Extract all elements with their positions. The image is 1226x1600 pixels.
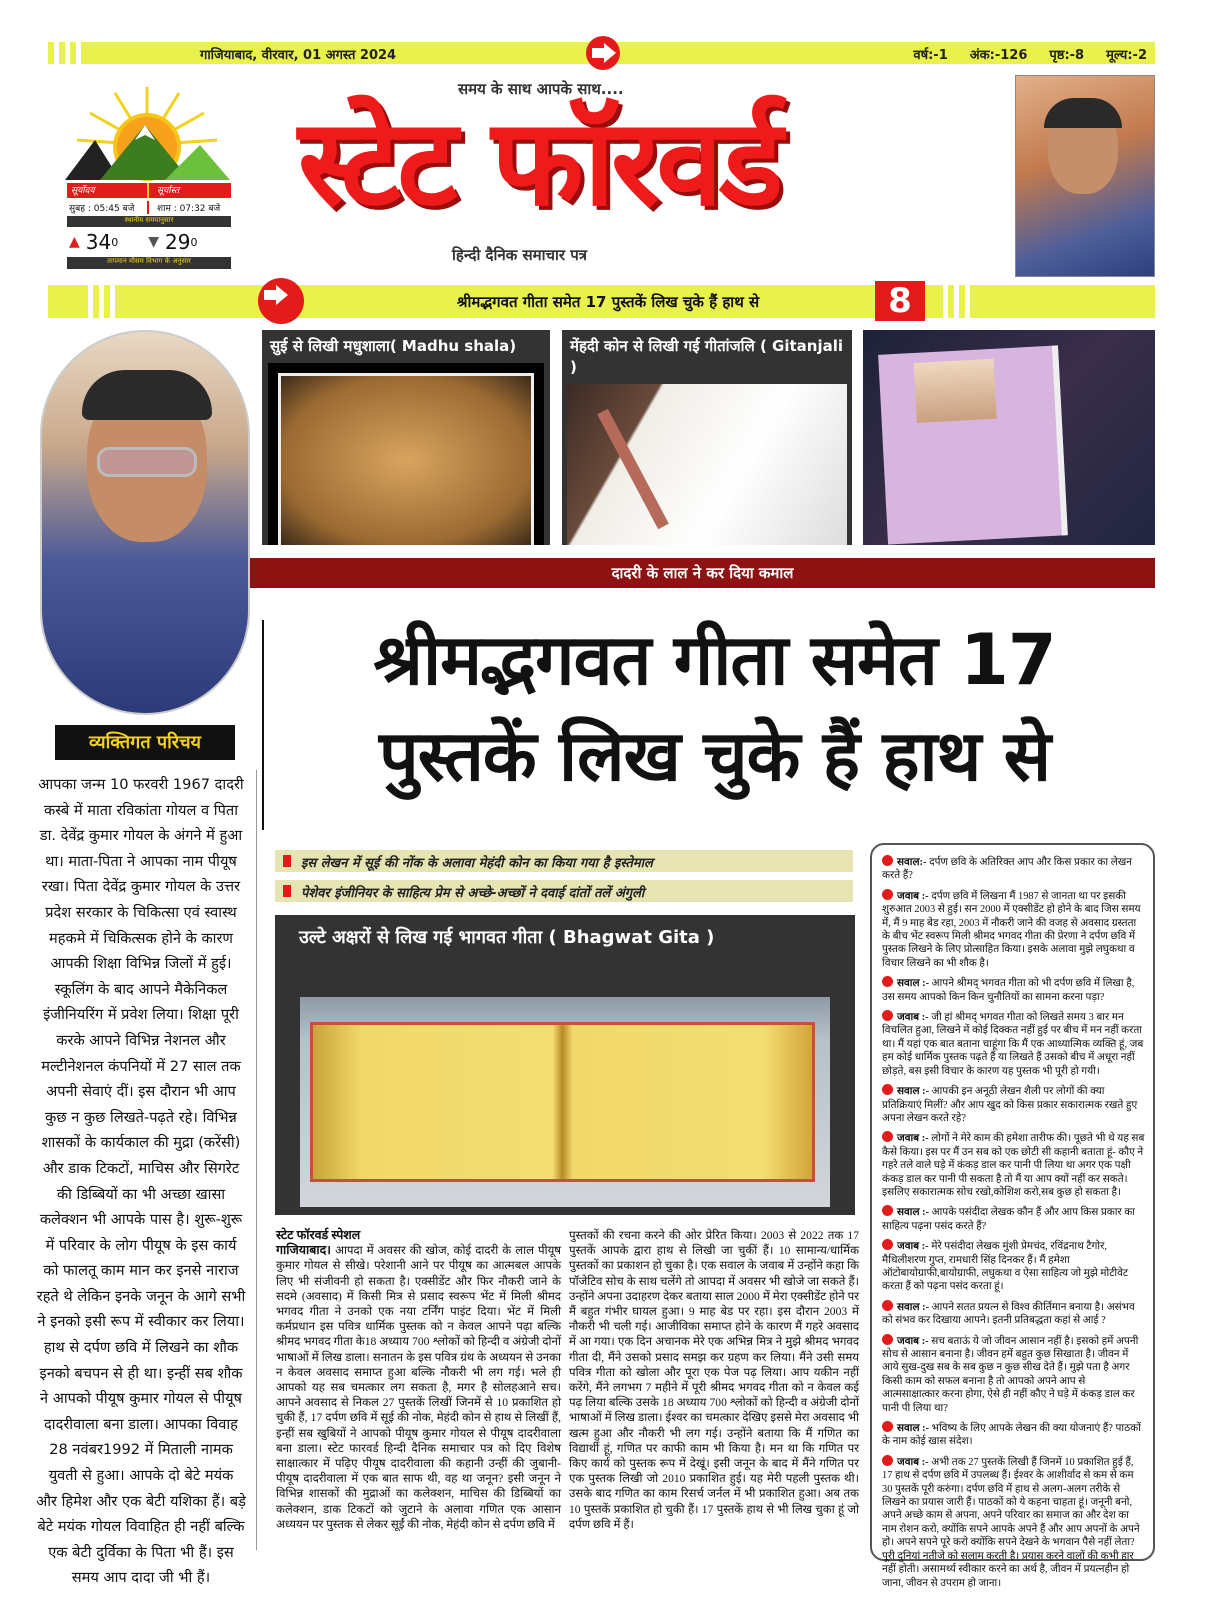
newspaper-subtitle: हिन्दी दैनिक समाचार पत्र	[452, 246, 588, 264]
gallery-photo-gitanjali	[562, 330, 852, 545]
gallery-photo-madhushala	[262, 330, 550, 545]
highlight-text: पेशेवर इंजीनियर के साहित्य प्रेम से अच्छे-अच्छों ने दवाई दांतों तलें अंगुली	[301, 886, 645, 901]
qa-text: दर्पण छवि में लिखना मैं 1987 से जानता था पर इसकी शुरुआत 2003 से हुई। सन 2000 में एक्सीडेंट हो होने के बाद जिस समय में, मैं 9 माह बेड रहा, 2003 में नौकरी जाने की वजह से अवसाद ग्रस्तता के बीच भेंट स्वरूप मिली श्रीमद भगवद गीता की प्रेरणा ने दर्पण छवि में पुस्तक लिखने के लिए प्रोत्साहित किया। इसके अलावा मुझे लघुकथा व विचार लिखने का भी शौक है।	[882, 890, 1141, 969]
column-divider	[256, 770, 257, 1550]
qa-text: भविष्य के लिए आपके लेखन की क्या योजनाएं हैं? पाठकों के नाम कोई खास संदेश।	[882, 1423, 1141, 1448]
bullet-dot-icon	[882, 1010, 893, 1021]
qa-label: सवाल :-	[897, 1207, 930, 1219]
qa-text: अभी तक 27 पुस्तकें लिखी हैं जिनमें 10 प्रकाशित हुई हैं, 17 हाथ से दर्पण छवि में उपलब्ध हैं। ईश्वर के आशीर्वाद से कम से कम 30 पुस्तकें पूरी करुंगा। दर्पण छवि में हाथ से अलग-अलग तरीके से लिखने का प्रयास जारी हैं। पाठकों को ये कहना चाहता हूं। जनूनी बनो, अपने अच्छे काम से अपना, अपने परिवार का समाज का और देश का नाम रोशन करो, क्योंकि सपने आपके अपने हैं और आप अपनों के अपने हो। अपने सपने पूरे करो क्योंकि सपने देखने के भगवान पैसे नहीं लेता? पूरी दुनियां नतीजे को सलाम करती है। प्रयास करने वालों की कभी हार नहीं होती। असामर्थ्य स्वीकार करने का अर्थ है, जीवन में प्रयत्नहीन हो जाना, जीवन से उपराम हो जाना।	[882, 1456, 1140, 1589]
qa-label: जवाब :-	[897, 1012, 929, 1024]
interview-question	[882, 1205, 1145, 1233]
newspaper-title: स्टेट फॉरवर्ड	[298, 94, 780, 233]
portrait-photo	[40, 330, 250, 715]
sunset-time: शाम : 07:32 बजे	[157, 203, 221, 214]
highlight-item	[275, 850, 853, 872]
gallery-caption: मेंहदी कोन से लिखी गई गीतांजलि ( Gitanjali )	[570, 337, 844, 376]
interview-answer	[882, 1455, 1145, 1590]
main-headline	[272, 612, 1157, 812]
max-temp: 34	[85, 230, 112, 254]
qa-label: सवाल:-	[897, 857, 927, 868]
page-bar-headline: श्रीमद्भगवत गीता समेत 17 पुस्तकें लिख चुके हैं हाथ से	[456, 293, 760, 311]
sunrise-label: सूर्योदय	[67, 183, 149, 198]
decorative-stripes	[88, 285, 115, 318]
qa-text: आपने सतत प्रयत्न से विश्व कीर्तिमान बनाया है। असंभव को संभव कर दिखाया आपने। इतनी प्रतिबद्धता कहां से आई ?	[882, 1301, 1135, 1327]
qa-text: मेरे पसंदीदा लेखक मुंशी प्रेमचंद, रविंद्रनाथ टैगोर, मैथिलीशरण गुप्त, रामधारी सिंह दिनकर हैं। मैं हमेशा ऑटोबायोग्राफी,बायोग्राफी, लघुकथा व ऐसा साहित्य जो मुझे मोटीवेट करता हैं को पढ़ना पसंद करता हूं।	[882, 1241, 1129, 1293]
article-text: आपदा में अवसर की खोज, कोई दादरी के लाल पीयूष कुमार गोयल से सीखे। परेशानी आने पर पीयूष का आत्मबल आपके लिए भी संजीवनी हो सकता है। एक्सीडेंट और फिर नौकरी जाने के सदमे (अवसाद) में किसी मित्र से प्रसाद स्वरूप भेंट में मिली श्रीमद भगवद गीता ने उनको एक नया टर्निंग पाइंट दिया। भेंट में मिली कर्मप्रधान इस पवित्र धार्मिक पुस्तक को न केवल आपने पढ़ा बल्कि श्रीमद भगवद गीता के18 अध्याय 700 श्लोकों को हिन्दी व अंग्रेजी दोनों भाषाओं में लिख डाला। सनातन के इस पवित्र ग्रंथ के अध्ययन से उनका न केवल अवसाद समाप्त हुआ बल्कि नौकरी भी लग गई। भले ही आपको यह सब चमत्कार लग सकता है, मगर है सोलहआने सच। आपने अवसाद से निकल 27 पुस्तकें लिखीं जिनमें से 10 प्रकाशित हो चुकी हैं, 17 दर्पण छवि में सूई की नोक, मेहंदी कोन से हाथ से लिखीं हैं, इन्हीं सब खुबियों ने आपको पीयूष कुमार गोयल से पीयूष दादरीवाला बना डाला। स्टेट फारवर्ड हिन्दी दैनिक समाचार पत्र को दिए विशेष साक्षात्कार में पढ़िए पीयूष दादरीवाला की कहानी उन्हीं की जुबानी- पीयूष दादरीवाला में एक बात साफ थी, वह था जनून? इसी जनून ने विभिन्न शासकों की मुद्राओं का कलेक्शन, माचिस की डिब्बियों का कलेक्शन, डाक टिकटों को जुटाने के अलावा गणित एक आसान अध्ययन पर पुस्तक से लेकर सूईं की नोक, मेहंदी कोन से दर्पण छवि में	[276, 1244, 561, 1531]
interview-answer	[882, 1131, 1145, 1199]
bullet-dot-icon	[882, 1334, 893, 1345]
kicker-banner: दादरी के लाल ने कर दिया कमाल	[250, 558, 1155, 588]
qa-label: जवाब :-	[897, 1335, 929, 1347]
article-column-1	[276, 1228, 561, 1532]
article-column-2	[569, 1228, 859, 1532]
bullet-dot-icon	[882, 1421, 893, 1432]
qa-label: जवाब :-	[897, 1241, 929, 1253]
biography-text: आपका जन्म 10 फरवरी 1967 दादरी कस्बे में माता रविकांता गोयल व पिता डा. देवेंद्र कुमार गोयल के अंगने में हुआ था। माता-पिता ने आपका नाम पीयूष रखा। पिता देवेंद्र कुमार गोयल के उत्तर प्रदेश सरकार के चिकित्सा एवं स्वास्थ महकमे में चिकित्सक होने के कारण आपकी शिक्षा विभिन्न जिलों में हुई। स्कूलिंग के बाद आपने मैकेनिकल इंजीनियरिंग में प्रवेश लिया। शिक्षा पूरी करके आपने विभिन्न नेशनल और मल्टीनेशनल कंपनियों में 27 साल तक अपनी सेवाएं दीं। इस दौरान भी आप कुछ न कुछ लिखते-पढ़ते रहे। विभिन्न शासकों के कार्यकाल की मुद्रा (करेंसी) और डाक टिकटों, माचिस और सिगरेट की डिब्बियों का भी अच्छा खासा कलेक्शन भी आपके पास है। शुरू-शुरू में परिवार के लोग पीयूष के इस कार्य को फालतू काम मान कर इनसे नाराज रहते थे लेकिन इनके जनून के आगे सभी ने इनको इसी रूप में स्वीकार कर लिया। हाथ से दर्पण छवि में लिखने का शौक इनको बचपन से ही था। इन्हीं सब शौक ने आपको पीयूष कुमार गोयल से पीयूष दादरीवाला बना डाला। आपका विवाह 28 नवंबर1992 में मिताली नामक युवती से हुआ। आपके दो बेटे मयंक और हिमेश और एक बेटी यशिका हैं। बड़े बेटे मयंक गोयल विवाहित ही नहीं बल्कि एक बेटी दुर्विका के पिता भी हैं। इस समय आप दादा जी भी हैं।	[36, 776, 246, 1587]
qa-text: आपने श्रीमद् भगवत गीता को भी दर्पण छवि में लिखा है, उस समय आपको किन किन चुनौतियों का सामना करना पड़ा?	[882, 978, 1135, 1003]
portrait-photo-small	[1015, 75, 1155, 277]
highlight-item	[275, 880, 853, 902]
qa-label: जवाब :-	[897, 1456, 929, 1468]
degree-sign: 0	[111, 235, 119, 249]
qa-label: सवाल :-	[897, 1301, 930, 1313]
interview-question	[882, 1084, 1145, 1125]
qa-text: सच बताऊं ये जो जीवन आसान नहीं है। इसको हमें अपनी सोच से आसान बनाना है। जीवन हमें बहुत कुछ सिखाता है। जीवन में आये सुख-दुख सब के सब कुछ न कुछ सीख देते हैं। मुझे पता है अगर किसी काम को सफल बनाना है तो आपको अपने आप से आत्मसाक्षात्कार करना होगा, ऐसे ही नहीं कौए ने घड़े में कंकड़ डाल कर पानी पी लिया था?	[882, 1335, 1139, 1414]
interview-question	[882, 1421, 1145, 1449]
page-label: पृष्ठ:-8	[1049, 48, 1085, 63]
interview-answer	[882, 1010, 1145, 1078]
issue-info	[913, 45, 1147, 63]
temperature-source-note: तापमान मौसम विभाग के अनुसार	[67, 257, 231, 269]
bullet-dot-icon	[882, 976, 893, 987]
qa-label: जवाब :-	[897, 890, 929, 902]
interview-box	[870, 843, 1155, 1589]
bullet-dot-icon	[882, 1084, 893, 1095]
gallery-photo-book	[863, 330, 1155, 545]
feature-photo-bhagwat-gita	[275, 915, 855, 1215]
decorative-stripes	[54, 42, 81, 64]
qa-text: जी हां श्रीमद् भगवत गीता को लिखते समय 3 बार मन विचलित हुआ, लिखने में कोई दिक्कत नहीं हुई पर बीच में मन नहीं करता था। मैं यहां एक बात बताना चाहूंगा कि मैं एक आध्यात्मिक व्यक्ति हूं, जब हम कोई धार्मिक पुस्तक पढ़ते हैं या लिखते हैं उसको बीच में अधूरा नहीं छोड़ते, बस इसी विचार के कारण यह पुस्तक भी पूरी हो गयी।	[882, 1012, 1144, 1077]
degree-sign: 0	[190, 235, 198, 249]
qa-text: लोगों ने मेरे काम की हमेशा तारीफ की। पूछते भी थे यह सब कैसे किया। इस पर मैं उन सब को एक छोटी सी कहानी बताता हूं- कौए ने गहरे तले वाले घड़े में कंकड़ डाल कर पानी पी लिया था अगर एक पक्षी कंकड़ डाल कर पानी पी सकता है तो मैं या आप क्यों नहीं कर सकते। इसलिए सकारात्मक सोच रखो,कोशिश करो,सब कुछ हो सकता है।	[882, 1133, 1145, 1198]
local-time-note: स्थानीय समयानुसार	[67, 216, 231, 227]
qa-text: आपकी इन अनूठी लेखन शैली पर लोगों की क्या प्रतिक्रियाएं मिलीं? और आप खुद को किस प्रकार सकारात्मक रखते हुए अपना लेखन करते रहे?	[882, 1086, 1138, 1124]
qa-text: दर्पण छवि के अतिरिक्त आप और किस प्रकार का लेखन करते हैं?	[882, 857, 1133, 882]
interview-answer	[882, 1239, 1145, 1294]
headline-line-2: पुस्तकें लिख चुके हैं हाथ से	[378, 715, 1051, 797]
article-byline: स्टेट फॉरवर्ड स्पेशल	[276, 1228, 361, 1242]
min-temp: 29	[165, 230, 191, 254]
qa-label: सवाल :-	[897, 1423, 930, 1435]
page-headline-bar	[48, 285, 1155, 318]
interview-question	[882, 855, 1145, 883]
temp-up-icon: ▲	[69, 234, 80, 250]
arrow-right-icon	[586, 36, 620, 70]
weather-box	[67, 183, 231, 273]
article-text: पुस्तकों की रचना करने की ओर प्रेरित किया। 2003 से 2022 तक 17 पुस्तकें आपके द्वारा हाथ से लिखी जा चुकीं हैं। 10 सामान्य/धार्मिक पुस्तकों का प्रकाशन हो चुका है। एक सवाल के जवाब में उन्होंने कहा कि पॉजेटिव सोच के साथ चलेंगे तो आपदा में अवसर भी खोजे जा सकते हैं। उन्होंने अपना उदाहरण देकर बताया साल 2000 में मेरा एक्सीडेंट होने पर मैं बहुत गंभीर घायल हुआ। 9 माह बेड पर रहा। इस दौरान 2003 में नौकरी भी चली गई। आजीविका समाप्त होने के कारण मैं गहरे अवसाद में आ गया। एक दिन अचानक मेरे एक अभिन्न मित्र ने मुझे श्रीमद भगवद गीता दी, मैंने उसको प्रसाद समझ कर ग्रहण कर लिया। मैंने उसी समय पवित्र गीता को खोला और पूरा एक पेज पढ़ लिया। आप यकीन नहीं करेंगे, मैंने लगभग 7 महीने में पूरी श्रीमद भगवद गीता को न केवल कई पढ़ लिया बल्कि उसके 18 अध्याय 700 श्लोकों को हिन्दी व अंग्रेजी दोनों भाषाओं में लिख डाला। ईश्वर का चमत्कार देखिए इससे मेरा अवसाद भी खत्म हुआ और नौकरी भी लग गई। उन्होंने बताया कि मैं गणित का विद्यार्थी हूं, गणित पर काफी काम भी किया है। मन था कि गणित पर किए कार्य को पुस्तक रूप में देखूं। इसी जनून के बाद में मैंने गणित पर एक पुस्तक लिखी जो 2010 प्रकाशित हुई। यह मेरी पहली पुस्तक थी। उसके बाद गणित का काम रिसर्च जर्नल में भी प्रकाशित हुआ। अब तक 10 पुस्तकें प्रकाशित हो चुकी हैं। 17 पुस्तकें हाथ से भी लिख चुका हूं जो दर्पण छवि में हैं।	[569, 1229, 859, 1531]
headline-divider	[262, 620, 264, 830]
sunrise-time: सुबह : 05:45 बजे	[67, 201, 149, 214]
tagline: समय के साथ आपके साथ....	[458, 80, 624, 98]
qa-label: जवाब :-	[897, 1133, 929, 1145]
bullet-dot-icon	[882, 855, 893, 866]
qa-label: सवाल :-	[897, 1086, 930, 1098]
interview-answer	[882, 889, 1145, 970]
qa-text: आपके पसंदीदा लेखक कौन हैं और आप किस प्रकार का साहित्य पढ़ना पसंद करते हैं?	[882, 1207, 1135, 1232]
year-label: वर्ष:-1	[913, 48, 948, 63]
temp-down-icon: ▼	[148, 234, 160, 250]
bullet-dot-icon	[882, 1455, 893, 1466]
headline-line-1: श्रीमद्भगवत गीता समेत 17	[373, 619, 1056, 701]
arrow-right-icon	[258, 278, 304, 324]
feature-photo-caption: उल्टे अक्षरों से लिख गई भागवत गीता ( Bhagwat Gita )	[299, 927, 715, 948]
sun-mountain-logo	[65, 85, 230, 180]
issue-label: अंक:-126	[969, 48, 1028, 63]
bullet-dot-icon	[882, 1300, 893, 1311]
price-label: मूल्य:-2	[1106, 48, 1147, 63]
gallery-caption: सुई से लिखी मधुशाला( Madhu shala)	[270, 337, 517, 355]
personal-intro-heading: व्यक्तिगत परिचय	[55, 725, 235, 760]
sunset-label: सूर्यास्त	[157, 186, 180, 196]
bullet-dot-icon	[882, 889, 893, 900]
article-dateline: गाजियाबाद।	[276, 1243, 332, 1258]
decorative-stripes	[943, 285, 970, 318]
page-number-badge: 8	[875, 281, 925, 321]
interview-question	[882, 1300, 1145, 1328]
highlight-text: इस लेखन में सूई की नोंक के अलावा मेहंदी कोन का किया गया है इस्तेमाल	[301, 856, 653, 871]
bullet-dot-icon	[882, 1205, 893, 1216]
interview-question	[882, 976, 1145, 1004]
qa-label: सवाल :-	[897, 978, 930, 990]
bullet-dot-icon	[882, 1131, 893, 1142]
bullet-dot-icon	[882, 1239, 893, 1250]
edition-date: गाजियाबाद, वीरवार, 01 अगस्त 2024	[200, 48, 397, 63]
interview-answer	[882, 1334, 1145, 1415]
